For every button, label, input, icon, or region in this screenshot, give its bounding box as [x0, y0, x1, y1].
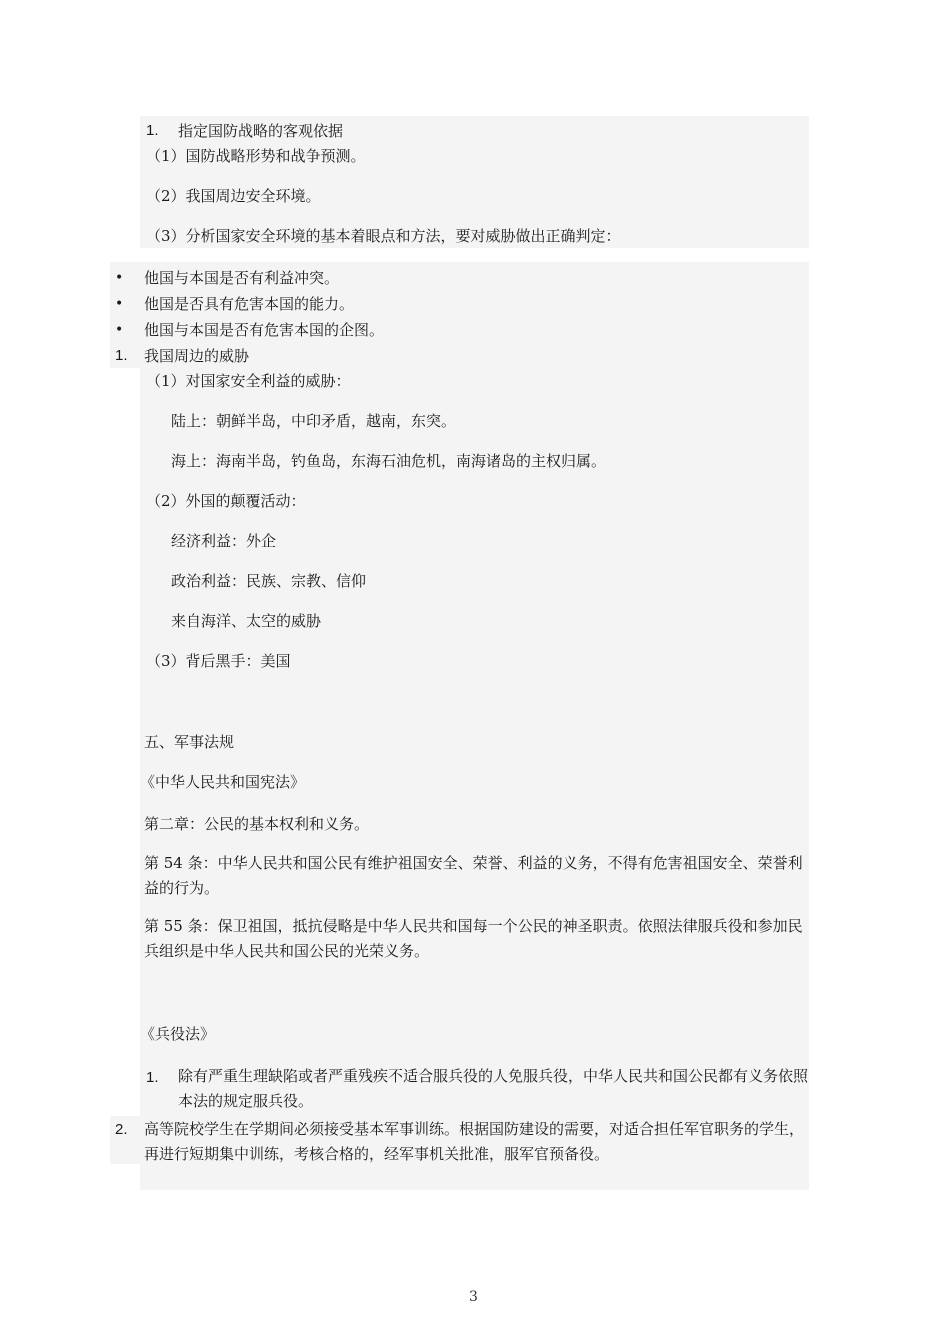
paragraph: 经济利益：外企 [171, 532, 277, 550]
section-number: 1. [146, 122, 159, 139]
bullet-icon: • [115, 270, 124, 286]
paragraph: 陆上：朝鲜半岛，中印矛盾，越南，东突。 [171, 412, 457, 430]
law-title: 《兵役法》 [140, 1025, 216, 1043]
list-item: （2）我国周边安全环境。 [146, 187, 321, 205]
list-item: （1）国防战略形势和战争预测。 [146, 147, 366, 165]
sub-heading: （2）外国的颠覆活动： [146, 492, 306, 510]
paragraph: 来自海洋、太空的威胁 [171, 612, 322, 630]
bullet-item: 他国是否具有危害本国的能力。 [144, 295, 355, 313]
sub-heading: （1）对国家安全利益的威胁： [146, 372, 351, 390]
article-55: 第 55 条：保卫祖国，抵抗侵略是中华人民共和国每一个公民的神圣职责。依照法律服兵役和参加民兵组织是中华人民共和国公民的光荣义务。 [144, 917, 803, 960]
bullet-icon: • [115, 296, 124, 312]
law-item: 除有严重生理缺陷或者严重残疾不适合服兵役的人免服兵役，中华人民共和国公民都有义务依照本法的规定服兵役。 [178, 1067, 809, 1110]
section-title: 指定国防战略的客观依据 [178, 122, 344, 140]
section-number: 1. [115, 347, 128, 364]
bullet-item: 他国与本国是否有危害本国的企图。 [144, 321, 385, 339]
bullet-icon: • [115, 322, 124, 338]
list-number: 1. [146, 1069, 159, 1086]
section-title: 我国周边的威胁 [144, 347, 250, 365]
law-item: 高等院校学生在学期间必须接受基本军事训练。根据国防建设的需要，对适合担任军官职务的学生，再进行短期集中训练，考核合格的，经军事机关批准，服军官预备役。 [144, 1120, 805, 1163]
paragraph: 海上：海南半岛，钓鱼岛，东海石油危机，南海诸岛的主权归属。 [171, 452, 607, 470]
list-number: 2. [115, 1121, 128, 1138]
section-heading: 五、军事法规 [144, 733, 235, 751]
sub-heading: （3）背后黑手：美国 [146, 652, 291, 670]
paragraph: 第二章：公民的基本权利和义务。 [144, 815, 370, 833]
paragraph: 政治利益：民族、宗教、信仰 [171, 572, 367, 590]
article-54: 第 54 条：中华人民共和国公民有维护祖国安全、荣誉、利益的义务，不得有危害祖国安全、荣誉利益的行为。 [144, 854, 803, 897]
page-number: 3 [469, 1289, 478, 1305]
list-item: （3）分析国家安全环境的基本着眼点和方法，要对威胁做出正确判定： [146, 227, 621, 245]
law-title: 《中华人民共和国宪法》 [140, 773, 306, 791]
bullet-item: 他国与本国是否有利益冲突。 [144, 269, 340, 287]
